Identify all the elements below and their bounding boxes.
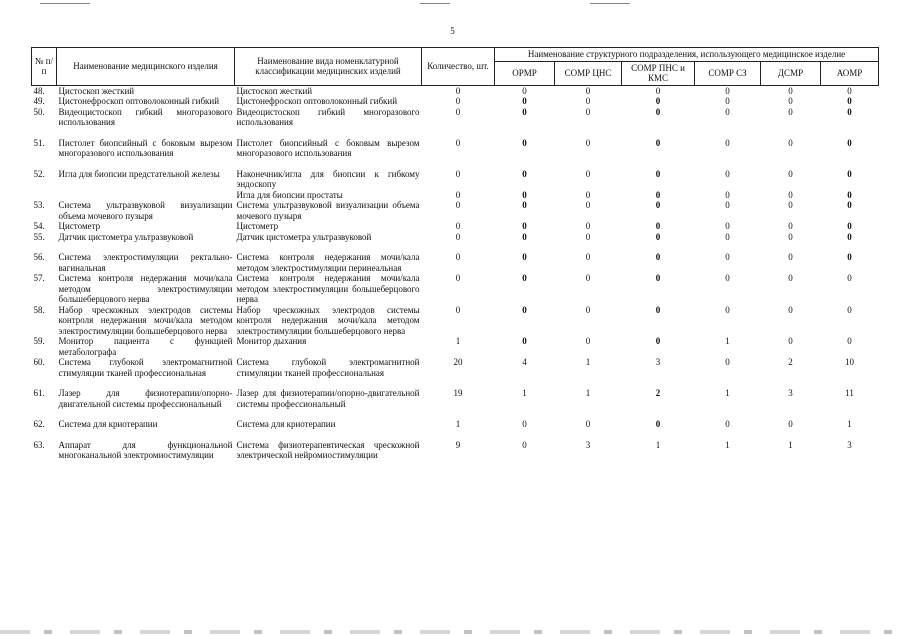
quantity-cell: 19	[453, 388, 463, 398]
row-number: 53.	[33, 200, 45, 210]
unit-count-cell: 0	[655, 336, 661, 346]
header-device-name: Наименование медицинского изделия	[57, 48, 235, 86]
row-number: 56.	[33, 252, 45, 262]
unit-count-cell: 0	[788, 231, 793, 242]
device-name: Видеоцистоскоп гибкий многоразового использования	[58, 106, 233, 127]
quantity-cell: 9	[455, 439, 461, 450]
unit-count-cell: 0	[847, 200, 852, 210]
row-number: 57.	[33, 273, 45, 283]
unit-count-cell: 0	[788, 336, 793, 346]
row-number	[32, 190, 57, 201]
row-number: 48.	[33, 85, 45, 96]
unit-count-cell: 0	[585, 85, 591, 96]
row-number: 55.	[33, 231, 45, 242]
header-unit: СОМР ПНС и КМС	[622, 61, 695, 85]
unit-count-cell: 0	[847, 85, 852, 96]
unit-count-cell: 2	[788, 357, 793, 367]
unit-count-cell: 1	[585, 357, 591, 367]
unit-count-cell: 0	[788, 137, 793, 148]
unit-count-cell: 0	[725, 357, 730, 367]
table-row	[32, 169, 879, 190]
spacer-cell	[32, 128, 879, 138]
row-number: 50.	[33, 106, 45, 117]
unit-count-cell: 1	[725, 336, 730, 346]
unit-count-cell: 0	[725, 200, 730, 210]
device-name: Система контроля недержания мочи/кала методом электростимуляции большеберцового нерва	[58, 273, 233, 304]
nomenclature-kind: Наконечник/игла для биопсии к гибкому эндоскопу	[236, 168, 420, 189]
scan-artifact	[0, 630, 905, 634]
header-nomenclature-kind: Наименование вида номенклатурной классификации медицинских изделий	[235, 48, 422, 86]
nomenclature-kind: Лазер для физиотерапии/опорно-двигательной системы профессиональный	[236, 388, 420, 409]
table-row	[32, 419, 879, 430]
quantity-cell: 0	[455, 96, 461, 106]
row-spacer	[32, 430, 879, 440]
nomenclature-kind: Игла для биопсии простаты	[236, 189, 343, 200]
unit-count-cell: 0	[788, 252, 793, 262]
unit-count-cell: 3	[655, 357, 661, 367]
row-number: 63.	[33, 439, 45, 450]
unit-count-cell: 0	[847, 137, 852, 148]
device-name: Цистометр	[58, 221, 101, 231]
header-quantity: Количество, шт.	[422, 48, 495, 86]
unit-count-cell: 0	[522, 221, 527, 231]
unit-count-cell: 0	[788, 106, 793, 117]
unit-count-cell: 0	[585, 189, 591, 200]
table-row	[32, 85, 879, 96]
table-row	[32, 252, 879, 273]
unit-count-cell: 0	[522, 96, 527, 106]
unit-count-cell: 0	[725, 85, 730, 96]
unit-count-cell: 0	[585, 137, 591, 148]
device-name: Лазер для физиотерапии/опорно-двигательной системы профессиональный	[58, 388, 233, 409]
table-row	[32, 200, 879, 221]
quantity-cell: 0	[455, 189, 461, 200]
row-number: 51.	[33, 137, 45, 148]
unit-count-cell: 1	[522, 388, 527, 398]
unit-count-cell: 3	[847, 439, 852, 450]
row-spacer	[32, 409, 879, 419]
unit-count-cell: 0	[725, 96, 730, 106]
unit-count-cell: 0	[788, 200, 793, 210]
spacer-cell	[32, 242, 879, 252]
device-name: Система ультразвуковой визуализации объема мочевого пузыря	[58, 200, 233, 221]
unit-count-cell: 0	[655, 168, 661, 179]
unit-count-cell: 0	[788, 85, 793, 96]
quantity-cell: 0	[455, 252, 461, 262]
unit-count-cell: 0	[847, 189, 852, 200]
unit-count-cell: 0	[522, 189, 527, 200]
table-row	[32, 273, 879, 305]
unit-count-cell: 0	[655, 304, 661, 315]
quantity-cell: 20	[453, 357, 463, 367]
nomenclature-kind: Система контроля недержания мочи/кала методом электростимуляции перинеальная	[236, 252, 420, 273]
table-row	[32, 336, 879, 357]
quantity-cell: 0	[455, 85, 461, 96]
unit-count-cell: 0	[725, 137, 730, 148]
nomenclature-kind: Цистоскоп жесткий	[236, 85, 313, 96]
unit-count-cell: 0	[725, 189, 730, 200]
unit-count-cell: 0	[725, 106, 730, 117]
unit-count-cell: 0	[725, 221, 730, 231]
table-row	[32, 190, 879, 201]
unit-count-cell: 0	[522, 137, 527, 148]
quantity-cell: 0	[455, 200, 461, 210]
unit-count-cell: 0	[655, 137, 661, 148]
header-departments: Наименование структурного подразделения, использующего медицинское изделие	[495, 48, 879, 62]
table-row	[32, 138, 879, 159]
unit-count-cell: 0	[522, 200, 527, 210]
unit-count-cell: 0	[725, 419, 730, 429]
unit-count-cell: 0	[522, 419, 527, 429]
nomenclature-kind: Набор чрескожных электродов системы контроля недержания мочи/кала методом электростимуляции большеберцового нерва	[236, 304, 420, 336]
unit-count-cell: 0	[522, 439, 527, 450]
row-number: 62.	[33, 419, 45, 429]
device-name: Цистоскоп жесткий	[58, 85, 135, 96]
scan-artifact	[420, 3, 450, 4]
device-name: Система электростимуляции ректально-вагинальная	[58, 252, 233, 273]
unit-count-cell: 0	[847, 252, 852, 262]
device-name: Система для криотерапии	[58, 419, 158, 429]
table-row	[32, 388, 879, 409]
unit-count-cell: 0	[522, 231, 527, 242]
unit-count-cell: 0	[847, 221, 852, 231]
unit-count-cell: 0	[585, 336, 591, 346]
scan-artifact	[590, 3, 630, 4]
quantity-cell: 1	[455, 336, 461, 346]
unit-count-cell: 0	[585, 419, 591, 429]
table-row	[32, 440, 879, 461]
unit-count-cell: 0	[847, 273, 852, 283]
header-unit: ОРМР	[495, 61, 555, 85]
device-name: Игла для биопсии предстательной железы	[58, 168, 220, 179]
unit-count-cell: 0	[585, 304, 591, 315]
nomenclature-kind: Система глубокой электромагнитной стимуляции тканей профессиональная	[236, 357, 420, 378]
device-name: Цистонефроскоп оптоволоконный гибкий	[58, 96, 220, 106]
unit-count-cell: 0	[725, 252, 730, 262]
row-spacer	[32, 378, 879, 388]
table-body	[32, 85, 879, 461]
unit-count-cell: 0	[585, 106, 591, 117]
header-unit: СОМР ЦНС	[555, 61, 622, 85]
unit-count-cell: 1	[725, 388, 730, 398]
unit-count-cell: 0	[655, 189, 661, 200]
row-spacer	[32, 242, 879, 252]
quantity-cell: 0	[455, 273, 461, 283]
row-spacer	[32, 128, 879, 138]
table-row	[32, 107, 879, 128]
row-number: 60.	[33, 357, 45, 367]
unit-count-cell: 0	[725, 304, 730, 315]
unit-count-cell: 4	[522, 357, 527, 367]
header-unit: СОМР СЗ	[695, 61, 761, 85]
unit-count-cell: 0	[655, 221, 661, 231]
unit-count-cell: 0	[655, 85, 661, 96]
unit-count-cell: 1	[847, 419, 852, 429]
unit-count-cell: 0	[522, 304, 527, 315]
unit-count-cell: 0	[788, 189, 793, 200]
unit-count-cell: 1	[585, 388, 591, 398]
unit-count-cell: 0	[788, 273, 793, 283]
spacer-cell	[32, 430, 879, 440]
device-name: Монитор пациента с функцией метаболографа	[58, 336, 233, 357]
unit-count-cell: 0	[522, 85, 527, 96]
header-num: № п/п	[32, 48, 57, 86]
unit-count-cell: 0	[585, 200, 591, 210]
unit-count-cell: 2	[655, 388, 661, 398]
unit-count-cell: 0	[585, 273, 591, 283]
device-name: Пистолет биопсийный с боковым вырезом многоразового использования	[58, 137, 233, 158]
unit-count-cell: 0	[655, 106, 661, 117]
nomenclature-kind: Видеоцистоскоп гибкий многоразового использования	[236, 106, 420, 127]
unit-count-cell: 1	[788, 439, 793, 450]
unit-count-cell: 3	[788, 388, 793, 398]
unit-count-cell: 0	[655, 419, 661, 429]
unit-count-cell: 0	[725, 231, 730, 242]
equipment-table	[31, 47, 879, 461]
unit-count-cell: 0	[788, 168, 793, 179]
nomenclature-kind: Пистолет биопсийный с боковым вырезом многоразового использования	[236, 137, 420, 158]
unit-count-cell: 11	[845, 388, 854, 398]
unit-count-cell: 0	[788, 96, 793, 106]
nomenclature-kind: Система для криотерапии	[236, 419, 336, 429]
spacer-cell	[32, 378, 879, 388]
unit-count-cell: 0	[847, 96, 852, 106]
header-unit: АОМР	[821, 61, 879, 85]
device-name: Система глубокой электромагнитной стимуляции тканей профессиональная	[58, 357, 233, 378]
device-name	[57, 190, 235, 201]
unit-count-cell: 0	[655, 273, 661, 283]
unit-count-cell: 0	[847, 231, 852, 242]
nomenclature-kind: Цистонефроскоп оптоволоконный гибкий	[236, 96, 398, 106]
nomenclature-kind: Система контроля недержания мочи/кала методом электростимуляции большеберцового нерва	[236, 273, 420, 304]
row-number: 54.	[33, 221, 45, 231]
nomenclature-kind: Цистометр	[236, 221, 279, 231]
unit-count-cell: 0	[655, 252, 661, 262]
unit-count-cell: 0	[788, 304, 793, 315]
row-number: 52.	[33, 168, 45, 179]
table-row	[32, 232, 879, 243]
unit-count-cell: 0	[585, 252, 591, 262]
unit-count-cell: 0	[522, 336, 527, 346]
unit-count-cell: 0	[522, 252, 527, 262]
quantity-cell: 0	[455, 231, 461, 242]
quantity-cell: 0	[455, 304, 461, 315]
unit-count-cell: 10	[845, 357, 854, 367]
row-number: 58.	[33, 304, 45, 315]
quantity-cell: 0	[455, 168, 461, 179]
nomenclature-kind: Система физиотерапевтическая чрескожной электрической нейромиостимуляции	[236, 439, 420, 460]
page-number: 5	[450, 26, 455, 36]
spacer-cell	[32, 409, 879, 419]
row-number: 49.	[33, 96, 45, 106]
spacer-cell	[32, 159, 879, 169]
unit-count-cell: 1	[725, 439, 730, 450]
unit-count-cell: 0	[725, 168, 730, 179]
unit-count-cell: 0	[725, 273, 730, 283]
unit-count-cell: 1	[655, 439, 661, 450]
nomenclature-kind: Датчик цистометра ультразвуковой	[236, 231, 372, 242]
unit-count-cell: 0	[585, 96, 591, 106]
nomenclature-kind: Система ультразвуковой визуализации объема мочевого пузыря	[236, 200, 420, 221]
unit-count-cell: 0	[788, 419, 793, 429]
row-spacer	[32, 159, 879, 169]
unit-count-cell: 0	[847, 304, 852, 315]
unit-count-cell: 0	[522, 106, 527, 117]
unit-count-cell: 3	[585, 439, 591, 450]
unit-count-cell: 0	[847, 106, 852, 117]
unit-count-cell: 0	[655, 96, 661, 106]
unit-count-cell: 0	[585, 221, 591, 231]
unit-count-cell: 0	[655, 231, 661, 242]
unit-count-cell: 0	[847, 336, 852, 346]
table-row	[32, 357, 879, 378]
device-name: Датчик цистометра ультразвуковой	[58, 231, 194, 242]
quantity-cell: 0	[455, 106, 461, 117]
row-number: 61.	[33, 388, 45, 398]
table-row	[32, 96, 879, 107]
unit-count-cell: 0	[655, 200, 661, 210]
quantity-cell: 1	[455, 419, 461, 429]
unit-count-cell: 0	[522, 273, 527, 283]
nomenclature-kind: Монитор дыхания	[236, 336, 307, 346]
unit-count-cell: 0	[847, 168, 852, 179]
table-row	[32, 305, 879, 337]
quantity-cell: 0	[455, 137, 461, 148]
unit-count-cell: 0	[788, 221, 793, 231]
unit-count-cell: 0	[522, 168, 527, 179]
device-name: Набор чрескожных электродов системы контроля недержания мочи/кала методом электростимуляции большеберцового нерва	[58, 304, 233, 336]
table-row	[32, 221, 879, 232]
header-unit: ДСМР	[761, 61, 821, 85]
unit-count-cell: 0	[585, 168, 591, 179]
quantity-cell: 0	[455, 221, 461, 231]
row-number: 59.	[33, 336, 45, 346]
unit-count-cell: 0	[585, 231, 591, 242]
device-name: Аппарат для функциональной многоканальной электромиостимуляции	[58, 439, 233, 460]
scan-artifact	[40, 3, 90, 4]
